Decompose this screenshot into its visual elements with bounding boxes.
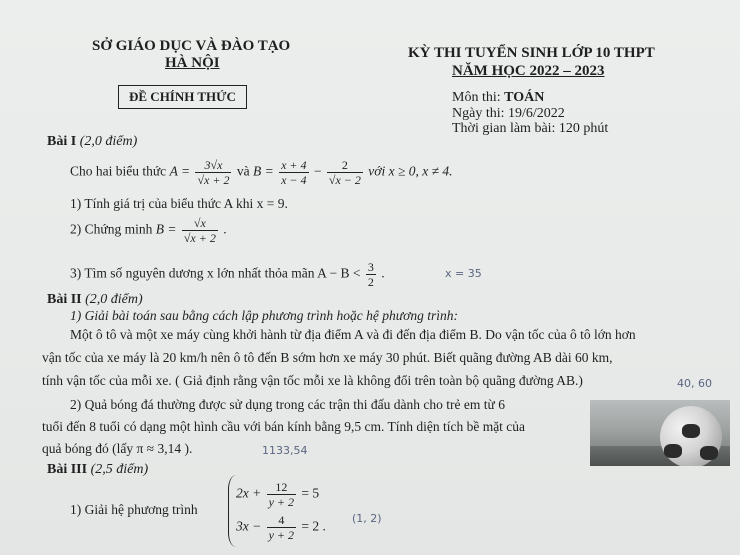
bai2-points: (2,0 điểm) — [85, 292, 143, 307]
equation-2 — [236, 513, 326, 542]
eq1-left: 2x + — [236, 485, 262, 501]
bai1-q3-fraction — [366, 260, 376, 289]
bai2-q1-instruction: 1) Giải bài toán sau bằng cách lập phương trình hoặc hệ phương trình: — [70, 308, 458, 323]
football-photo — [590, 400, 730, 466]
minus-sign: − — [313, 163, 322, 179]
bai1-q2-end: . — [223, 221, 227, 237]
eq1-fraction — [267, 480, 296, 509]
bai1-q3-prefix: 3) Tìm số nguyên dương x lớn nhất thỏa mãn A − B < — [70, 265, 361, 281]
official-badge: ĐỀ CHÍNH THỨC — [118, 85, 247, 109]
bai1-q2-fraction — [182, 216, 218, 245]
exam-date: Ngày thi: 19/6/2022 — [452, 106, 565, 121]
eq2-den: y + 2 — [268, 528, 295, 542]
dept-name: SỞ GIÁO DỤC VÀ ĐÀO TẠO — [92, 38, 291, 54]
expr-b1-den: x − 4 — [281, 173, 307, 187]
expr-b1-num: x + 4 — [281, 158, 307, 172]
school-year: NĂM HỌC 2022 – 2023 — [452, 63, 605, 79]
handwritten-answer-3: 1133,54 — [262, 444, 308, 457]
bai2-para-line1: Một ô tô và một xe máy cùng khởi hành từ địa điểm A và đi đến địa điểm B. Do vận tốc của ô tô lớn hơn — [70, 327, 636, 342]
handwritten-answer-2: 40, 60 — [677, 377, 712, 390]
bai2-heading — [47, 292, 143, 308]
bai1-expressions — [70, 158, 453, 187]
domain-condition: với x ≥ 0, x ≠ 4. — [368, 163, 453, 179]
eq1-right: = 5 — [301, 485, 320, 501]
bai1-q2-den: √x + 2 — [183, 231, 216, 245]
football-icon — [660, 406, 722, 466]
ball-patch — [700, 446, 718, 460]
expr-a-den: √x + 2 — [197, 173, 230, 187]
expr-b2-den: √x − 2 — [328, 173, 361, 187]
bai2-q2-line2: tuổi đến 8 tuổi có dạng một hình cầu với bán kính bằng 9,5 cm. Tính diện tích bề mặt của — [42, 419, 526, 434]
bai1-intro: Cho hai biểu thức — [70, 163, 167, 179]
subject-value: TOÁN — [504, 90, 545, 105]
bai2-q2-line1: 2) Quả bóng đá thường được sử dụng trong các trận thi đấu dành cho trẻ em từ 6 — [70, 397, 505, 412]
subject-label: Môn thi: — [452, 90, 501, 105]
equation-1 — [236, 480, 319, 509]
eq2-fraction — [267, 513, 296, 542]
bai1-title: Bài I — [47, 134, 77, 149]
bai3-points: (2,5 điểm) — [90, 462, 149, 477]
exam-duration: Thời gian làm bài: 120 phút — [452, 121, 609, 136]
eq1-den: y + 2 — [268, 495, 295, 509]
bai1-q1: 1) Tính giá trị của biểu thức A khi x = 9. — [70, 196, 288, 211]
bai3-heading — [47, 462, 148, 478]
handwritten-answer-1: x = 35 — [445, 267, 482, 280]
bai1-q2-num: √x — [193, 216, 206, 230]
expr-b2-num: 2 — [341, 158, 348, 172]
and-text: và — [236, 163, 250, 179]
expr-a-fraction — [195, 158, 231, 187]
ball-patch — [682, 424, 700, 438]
eq2-end: . — [322, 518, 326, 534]
subject-line — [452, 90, 544, 106]
bai1-q2-b: B = — [155, 221, 177, 237]
bai1-q3-den: 2 — [367, 275, 374, 289]
bai3-title: Bài III — [47, 462, 88, 477]
bai1-q2-prefix: 2) Chứng minh — [70, 221, 153, 237]
city-name: HÀ NỘI — [165, 55, 220, 71]
eq2-right: = 2 — [301, 518, 320, 534]
ball-patch — [664, 444, 682, 458]
bai2-para-line2: vận tốc của xe máy là 20 km/h nên ô tô đến B sớm hơn xe máy 30 phút. Biết quãng đường AB dài 60 km, — [42, 350, 613, 365]
bai2-para-line3: tính vận tốc của mỗi xe. ( Giả định rằng vận tốc mỗi xe là không đổi trên toàn bộ quãng đường AB.) — [42, 373, 583, 388]
bai1-q3-end: . — [381, 265, 385, 281]
expr-b-frac1 — [279, 158, 308, 187]
bai1-q3-num: 3 — [367, 260, 374, 274]
eq2-left: 3x − — [236, 518, 262, 534]
bai1-heading — [47, 134, 137, 150]
expr-a-num: 3√x — [204, 158, 223, 172]
bai3-q1-prefix: 1) Giải hệ phương trình — [70, 502, 198, 517]
bai1-q2 — [70, 216, 227, 245]
expr-b-label: B = — [252, 163, 274, 179]
exam-title: KỲ THI TUYỂN SINH LỚP 10 THPT — [408, 45, 655, 61]
expr-b-frac2 — [327, 158, 363, 187]
bai1-q3 — [70, 260, 385, 289]
bai2-title: Bài II — [47, 292, 82, 307]
eq2-num: 4 — [278, 513, 285, 527]
bai2-q2-line3: quả bóng đó (lấy π ≈ 3,14 ). — [42, 441, 193, 456]
handwritten-answer-4: (1, 2) — [352, 512, 382, 525]
bai1-points: (2,0 điểm) — [79, 134, 138, 149]
eq1-num: 12 — [275, 480, 288, 494]
expr-a-label: A = — [169, 163, 191, 179]
